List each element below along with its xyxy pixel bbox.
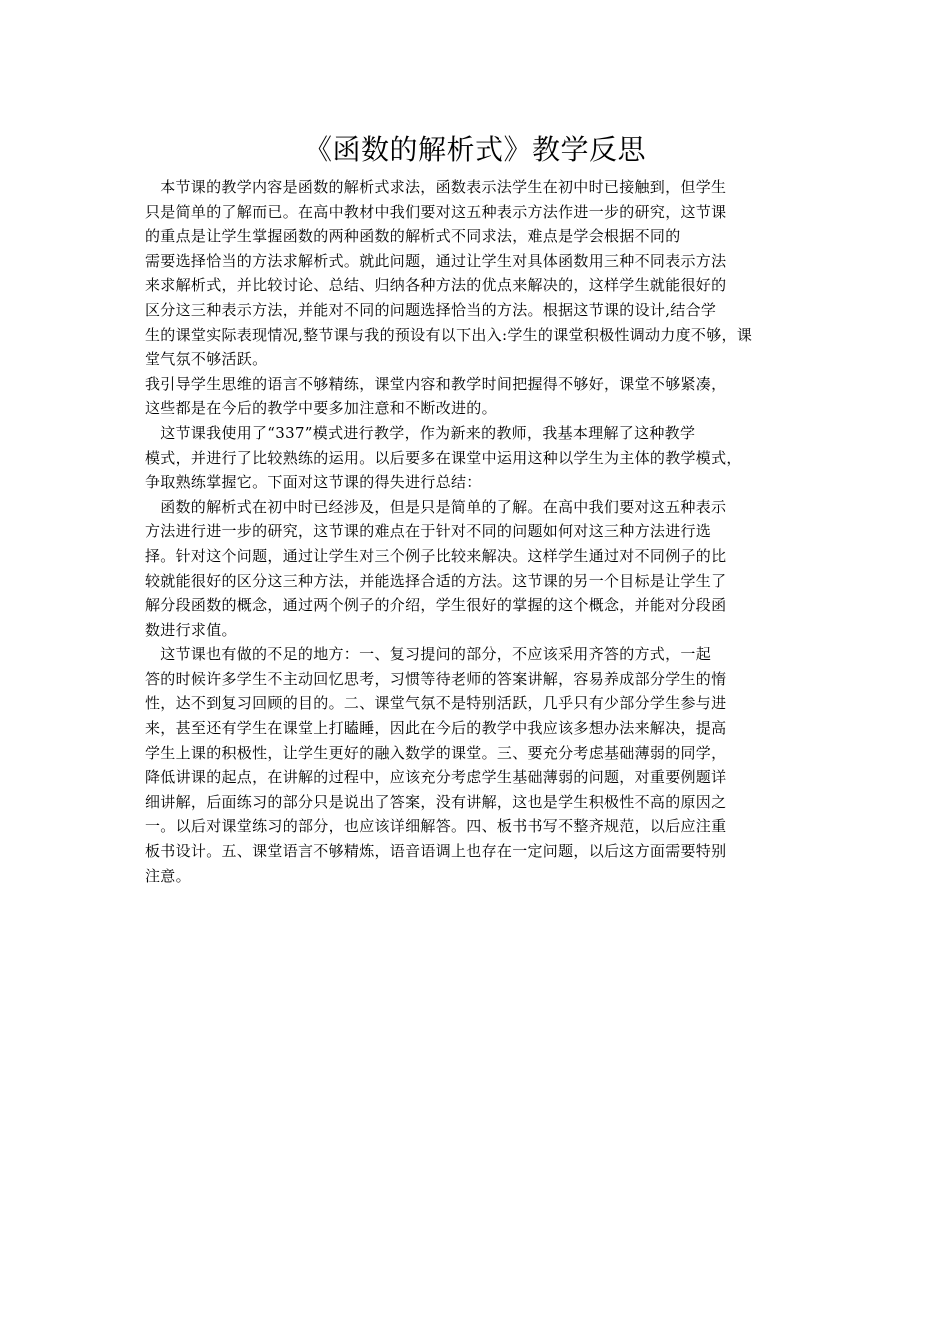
text-line: 数进行求值。	[145, 620, 237, 639]
text-line: 函数的解析式在初中时已经涉及，但是只是简单的了解。在高中我们要对这五种表示	[145, 497, 727, 516]
text-line: 争取熟练掌握它。下面对这节课的得失进行总结：	[145, 473, 482, 492]
text-line: 本节课的教学内容是函数的解析式求法，函数表示法学生在初中时已接触到，但学生	[145, 178, 727, 196]
text-line: 解分段函数的概念，通过两个例子的介绍，学生很好的掌握的这个概念，并能对分段函	[145, 596, 727, 615]
text-line: 择。针对这个问题，通过让学生对三个例子比较来解决。这样学生通过对不同例子的比	[145, 546, 727, 565]
text-line: 堂气氛不够活跃。	[145, 350, 268, 369]
text-line: 这节课也有做的不足的地方：一、复习提问的部分，不应该采用齐答的方式，一起	[145, 645, 712, 664]
text-line: 模式，并进行了比较熟练的运用。以后要多在课堂中运用这种以学生为主体的教学模式，	[145, 448, 742, 467]
text-line: 一。以后对课堂练习的部分，也应该详细解答。四、板书书写不整齐规范，以后应注重	[145, 817, 727, 836]
text-line: 来求解析式，并比较讨论、总结、归纳各种方法的优点来解决的，这样学生就能很好的	[145, 276, 727, 295]
text-line: 区分这三种表示方法，并能对不同的问题选择恰当的方法。根据这节课的设计,结合学	[145, 300, 717, 319]
text-line: 来，甚至还有学生在课堂上打瞌睡，因此在今后的教学中我应该多想办法来解决，提高	[145, 719, 727, 738]
text-line: 板书设计。五、课堂语言不够精炼，语音语调上也存在一定问题，以后这方面需要特别	[145, 842, 727, 861]
document-body	[145, 175, 825, 888]
text-line: 答的时候许多学生不主动回忆思考，习惯等待老师的答案讲解，容易养成部分学生的惰	[145, 669, 727, 688]
text-line: 细讲解，后面练习的部分只是说出了答案，没有讲解，这也是学生积极性不高的原因之	[145, 792, 727, 811]
text-line: 降低讲课的起点，在讲解的过程中，应该充分考虑学生基础薄弱的问题，对重要例题详	[145, 768, 727, 787]
text-line: 只是简单的了解而已。在高中教材中我们要对这五种表示方法作进一步的研究，这节课	[145, 202, 727, 221]
text-line: 性，达不到复习回顾的目的。二、课堂气氛不是特别活跃，几乎只有少部分学生参与进	[145, 694, 727, 713]
text-line: 我引导学生思维的语言不够精练，课堂内容和教学时间把握得不够好，课堂不够紧凑，	[145, 374, 727, 393]
text-line: 的重点是让学生掌握函数的两种函数的解析式不同求法，难点是学会根据不同的	[145, 227, 681, 246]
text-line: 较就能很好的区分这三种方法，并能选择合适的方法。这节课的另一个目标是让学生了	[145, 571, 727, 590]
text-line: 需要选择恰当的方法求解析式。就此问题，通过让学生对具体函数用三种不同表示方法	[145, 251, 727, 270]
text-line: 这些都是在今后的教学中要多加注意和不断改进的。	[145, 399, 497, 418]
text-line: 注意。	[145, 866, 191, 885]
text-line: 生的课堂实际表现情况,整节课与我的预设有以下出入:学生的课堂积极性调动力度不够，课	[145, 325, 753, 344]
document-title: 《函数的解析式》教学反思	[303, 133, 646, 166]
text-line: 学生上课的积极性，让学生更好的融入数学的课堂。三、要充分考虑基础薄弱的同学，	[145, 743, 727, 762]
text-line: 方法进行进一步的研究，这节课的难点在于针对不同的问题如何对这三种方法进行选	[145, 522, 712, 541]
text-line: 这节课我使用了“337”模式进行教学，作为新来的教师，我基本理解了这种教学	[145, 423, 696, 442]
